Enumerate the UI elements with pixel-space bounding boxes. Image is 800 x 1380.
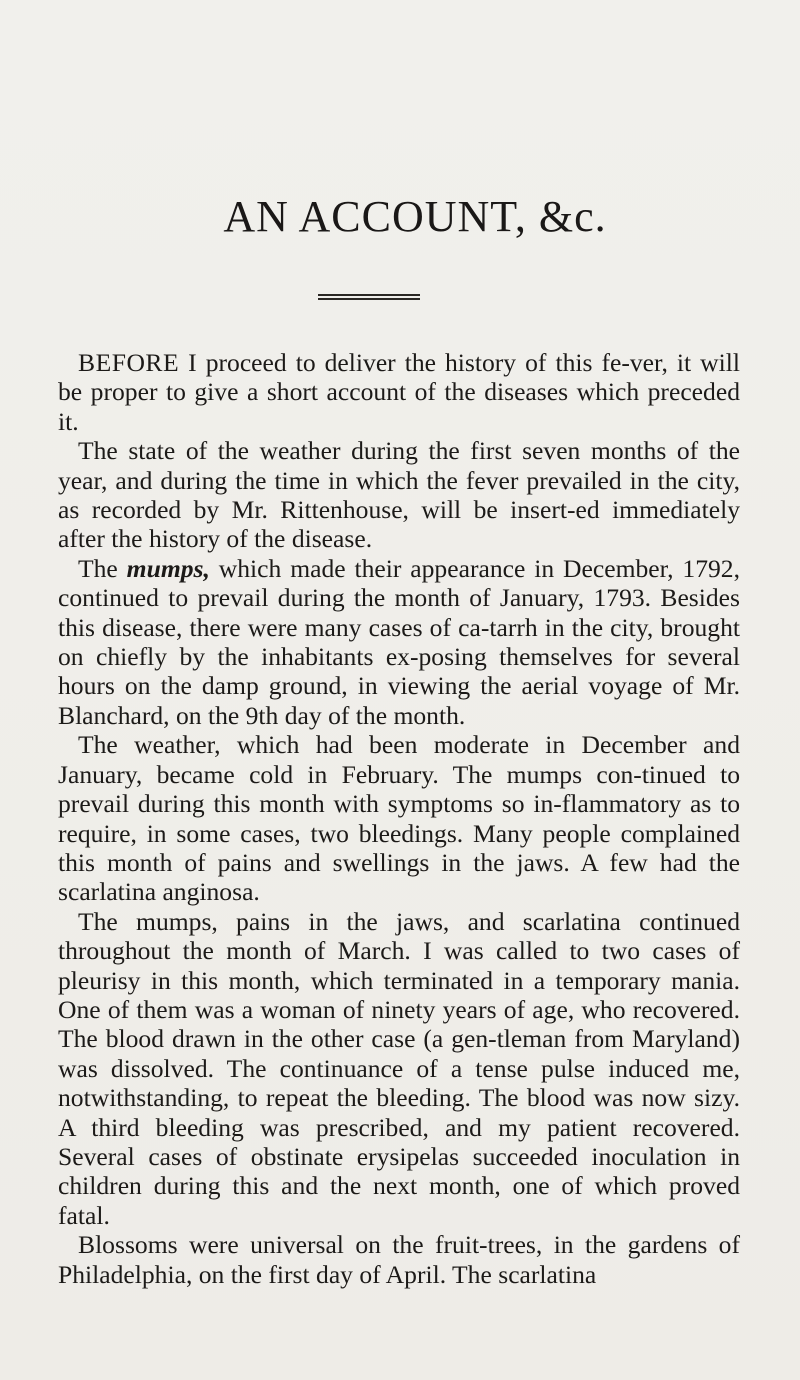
paragraph-1-text: I proceed to deliver the history of this fe-ver, it will be proper to give a short account of the diseases which preceded it. xyxy=(58,348,740,436)
paragraph-2: The state of the weather during the first seven months of the year, and during the time in which the fever prevailed in the city, as recorded by Mr. Rittenhouse, will be insert-ed immediately after the history of the disease. xyxy=(58,436,740,554)
chapter-title: AN ACCOUNT, &c. xyxy=(223,192,607,241)
body-text xyxy=(58,348,740,1289)
paragraph-1 xyxy=(58,348,740,436)
paragraph-4: The weather, which had been moderate in December and January, became cold in February. The mumps con-tinued to prevail during this month with symptoms so in-flammatory as to require, in some cases, two bleedings. Many people complained this month of pains and swellings in the jaws. A few had the scarlatina anginosa. xyxy=(58,730,740,907)
paragraph-3: The mumps, which made their appearance in December, 1792, continued to prevail during the month of January, 1793. Besides this disease, there were many cases of ca-tarrh in the city, brought on chiefly by the inhabitants ex-posing themselves for several hours on the damp ground, in viewing the aerial voyage of Mr. Blanchard, on the 9th day of the month. xyxy=(58,553,740,730)
paragraph-6: Blossoms were universal on the fruit-trees, in the gardens of Philadelphia, on the first day of April. The scarlatina xyxy=(58,1230,740,1289)
lead-word: BEFORE xyxy=(78,348,180,377)
paragraph-5: The mumps, pains in the jaws, and scarlatina continued throughout the month of March. I was called to two cases of pleurisy in this month, which terminated in a temporary mania. One of them was a woman of ninety years of age, who recovered. The blood drawn in the other case (a gen-tleman from Maryland) was dissolved. The continuance of a tense pulse induced me, notwithstanding, to repeat the bleeding. The blood was now sizy. A third bleeding was prescribed, and my patient recovered. Several cases of obstinate erysipelas succeeded inoculation in children during this and the next month, one of which proved fatal. xyxy=(58,906,740,1230)
title-rule-divider xyxy=(318,294,420,302)
mumps-emphasis: mumps, xyxy=(126,553,210,583)
